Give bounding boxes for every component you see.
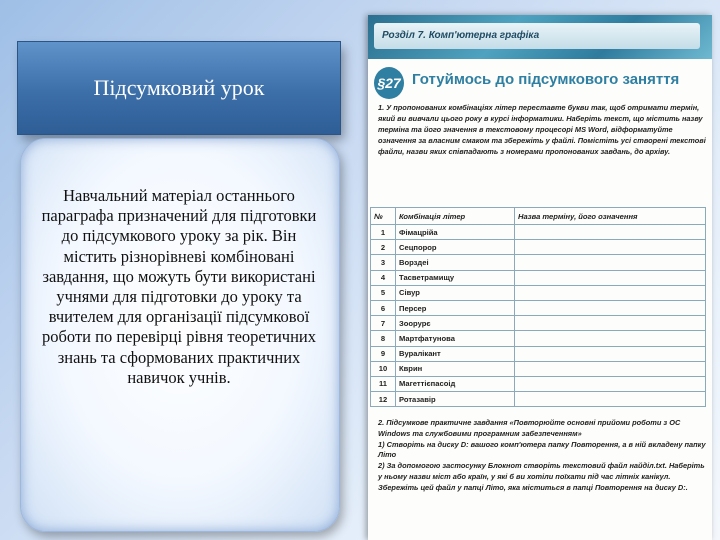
- table-header-row: [371, 208, 706, 225]
- row-number: 7: [371, 316, 396, 331]
- row-number: 10: [371, 361, 396, 376]
- term-definition-cell: [515, 331, 706, 346]
- letter-combination: Сецпорор: [396, 240, 515, 255]
- table-row: [371, 392, 706, 407]
- table-row: [371, 361, 706, 376]
- row-number: 8: [371, 331, 396, 346]
- terms-table: [370, 207, 706, 407]
- table-row: [371, 376, 706, 391]
- letter-combination: Вуралікант: [396, 346, 515, 361]
- term-definition-cell: [515, 285, 706, 300]
- row-number: 12: [371, 392, 396, 407]
- term-definition-cell: [515, 270, 706, 285]
- table-row: [371, 316, 706, 331]
- table-row: [371, 240, 706, 255]
- letter-combination: Тасветрамищу: [396, 270, 515, 285]
- table-row: [371, 346, 706, 361]
- term-definition-cell: [515, 376, 706, 391]
- letter-combination: Мартфатунова: [396, 331, 515, 346]
- term-definition-cell: [515, 361, 706, 376]
- row-number: 6: [371, 300, 396, 315]
- task-2-step-2: 2) За допомогою застосунку Блокнот створіть текстовий файл найділ.txt. Наберіть у ньому назви міст або країн, у які б ви хотіли поїхати під час літніх канікул. Збережіть цей файл у папці Літо, яка міститься в папці Повторення на диску D:.: [378, 461, 705, 492]
- section-title: Готуймось до підсумкового заняття: [412, 71, 680, 88]
- row-number: 2: [371, 240, 396, 255]
- table-row: [371, 270, 706, 285]
- term-definition-cell: [515, 316, 706, 331]
- letter-combination: Ворздеі: [396, 255, 515, 270]
- letter-combination: Кврин: [396, 361, 515, 376]
- table-row: [371, 300, 706, 315]
- letter-combination: Фімацрійа: [396, 225, 515, 240]
- page-header: [368, 15, 712, 59]
- letter-combination: Сівур: [396, 285, 515, 300]
- letter-combination: Зоорурє: [396, 316, 515, 331]
- letter-combination: Магеттієпасоід: [396, 376, 515, 391]
- table-row: [371, 285, 706, 300]
- letter-combination: Ротазавір: [396, 392, 515, 407]
- col-header-term: Назва терміну, його означення: [515, 208, 706, 225]
- term-definition-cell: [515, 255, 706, 270]
- term-definition-cell: [515, 392, 706, 407]
- slide-title-text: Підсумковий урок: [93, 75, 265, 100]
- row-number: 5: [371, 285, 396, 300]
- letter-combination: Персер: [396, 300, 515, 315]
- term-definition-cell: [515, 300, 706, 315]
- term-definition-cell: [515, 240, 706, 255]
- col-header-combo: Комбінація літер: [396, 208, 515, 225]
- row-number: 1: [371, 225, 396, 240]
- task-2-heading: 2. Підсумкове практичне завдання «Повторюйте основні прийоми роботи з ОС Windows та службовими програмним забезпеченням»: [378, 418, 681, 438]
- task-1-text: 1. У пропонованих комбінаціях літер переставте букви так, щоб отримати термін, який ви вивчали цього року в курсі інформатики. Наберіть текст, що містить назву терміна та його значення в текстовому процесорі MS Word, відформатуйте означення за власним смаком та збережіть у файлі. Помістіть усі створені текстові файли, назви яких співпадають з номерами пропонованих завдань, до архіву.: [378, 103, 706, 156]
- info-card-text: Навчальний матеріал останнього параграфа призначений для підготовки до підсумкового уроку за рік. Він містить різнорівневі комбіновані завдання, що можуть бути використані учнями для підготовки до уроку та вчителем для організації підсумкової роботи по перевірці рівня теоретичних знань та сформованих практичних навичок учнів.: [41, 186, 317, 387]
- slide-title: [18, 42, 340, 134]
- col-header-num: №: [371, 208, 396, 225]
- term-definition-cell: [515, 346, 706, 361]
- task-2-text: [378, 418, 706, 494]
- term-definition-cell: [515, 225, 706, 240]
- section-number-badge: §27: [374, 67, 404, 99]
- row-number: 11: [371, 376, 396, 391]
- textbook-page-image: [368, 15, 712, 540]
- row-number: 4: [371, 270, 396, 285]
- task-2-step-1: 1) Створіть на диску D: вашого комп'ютера папку Повторення, а в ній вкладену папку Літо: [378, 439, 706, 460]
- table-row: [371, 255, 706, 270]
- chapter-header: Розділ 7. Комп'ютерна графіка: [374, 23, 700, 49]
- table-row: [371, 225, 706, 240]
- table-row: [371, 331, 706, 346]
- row-number: 9: [371, 346, 396, 361]
- row-number: 3: [371, 255, 396, 270]
